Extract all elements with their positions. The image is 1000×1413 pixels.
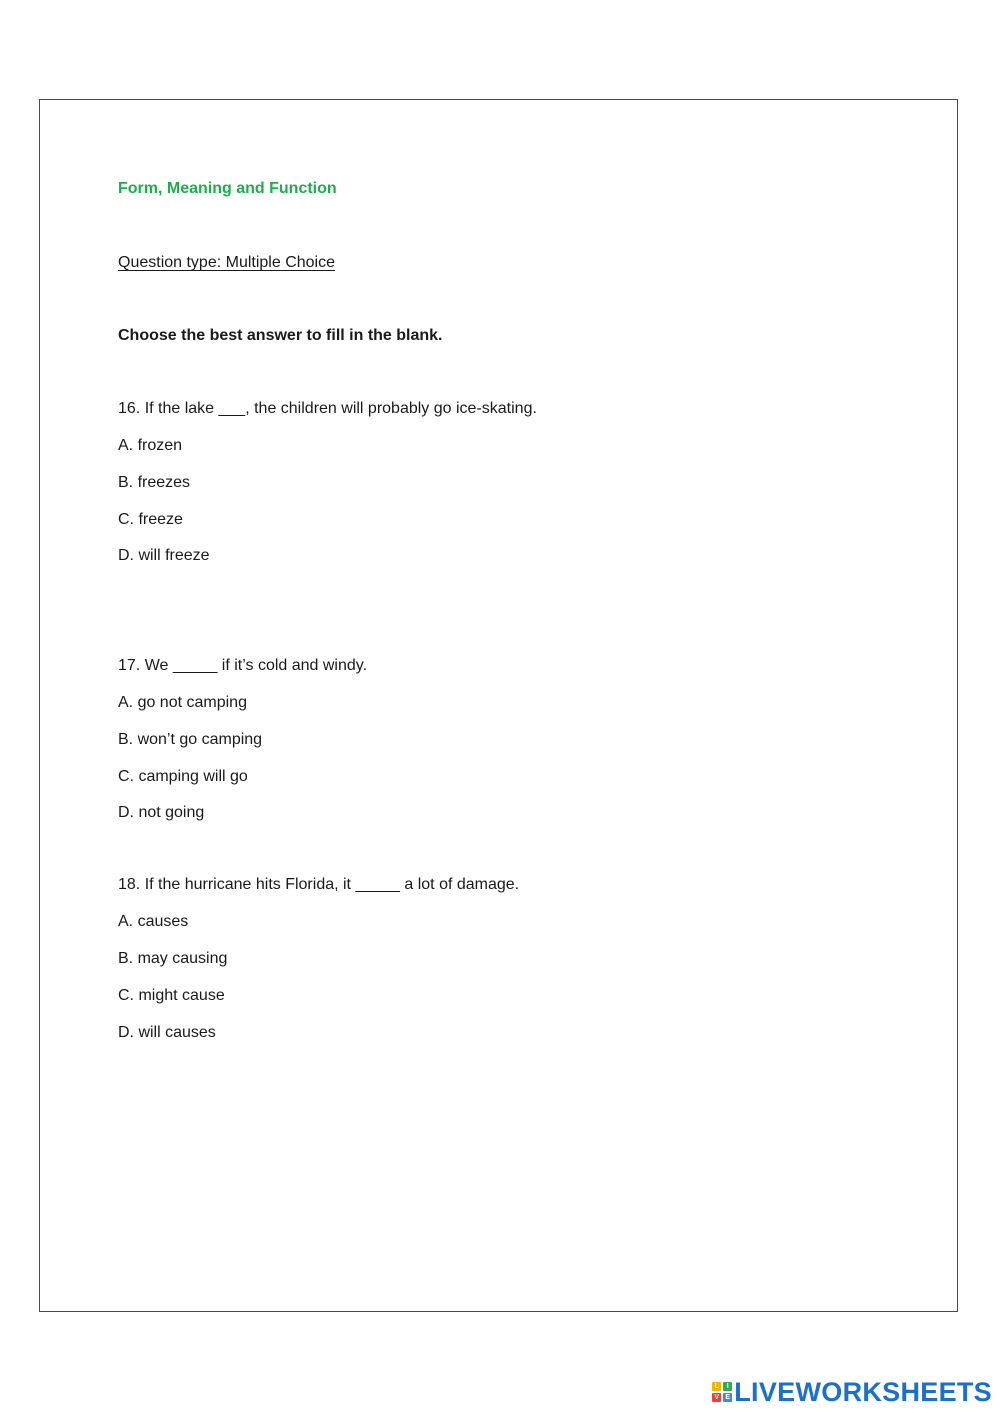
question-type-label: Question type: Multiple Choice bbox=[118, 254, 335, 271]
question-18-option-b[interactable]: B. may causing bbox=[118, 950, 228, 967]
question-17-option-d[interactable]: D. not going bbox=[118, 804, 205, 821]
question-16-option-a[interactable]: A. frozen bbox=[118, 437, 183, 454]
question-17-option-c[interactable]: C. camping will go bbox=[118, 768, 248, 785]
liveworksheets-brand[interactable] bbox=[712, 1377, 992, 1407]
question-18-option-c[interactable]: C. might cause bbox=[118, 987, 225, 1004]
brand-name: LIVEWORKSHEETS bbox=[734, 1376, 992, 1407]
question-16-option-c[interactable]: C. freeze bbox=[118, 511, 183, 528]
liveworksheets-logo-icon bbox=[712, 1382, 732, 1402]
question-16-stem: 16. If the lake ___, the children will probably go ice-skating. bbox=[118, 400, 537, 417]
logo-tile-v: V bbox=[712, 1393, 721, 1402]
question-18-option-d[interactable]: D. will causes bbox=[118, 1024, 216, 1041]
section-title: Form, Meaning and Function bbox=[118, 180, 337, 197]
question-17-stem: 17. We _____ if it’s cold and windy. bbox=[118, 657, 368, 674]
question-16-option-b[interactable]: B. freezes bbox=[118, 474, 191, 491]
instruction-text: Choose the best answer to fill in the blank. bbox=[118, 327, 443, 344]
question-18-option-a[interactable]: A. causes bbox=[118, 913, 189, 930]
question-18-stem: 18. If the hurricane hits Florida, it _____ a lot of damage. bbox=[118, 876, 520, 893]
logo-tile-e: E bbox=[723, 1393, 732, 1402]
question-17-option-b[interactable]: B. won’t go camping bbox=[118, 731, 263, 748]
logo-tile-l: L bbox=[712, 1382, 721, 1391]
question-16-option-d[interactable]: D. will freeze bbox=[118, 547, 210, 564]
logo-tile-i: I bbox=[723, 1382, 732, 1391]
question-17-option-a[interactable]: A. go not camping bbox=[118, 694, 247, 711]
